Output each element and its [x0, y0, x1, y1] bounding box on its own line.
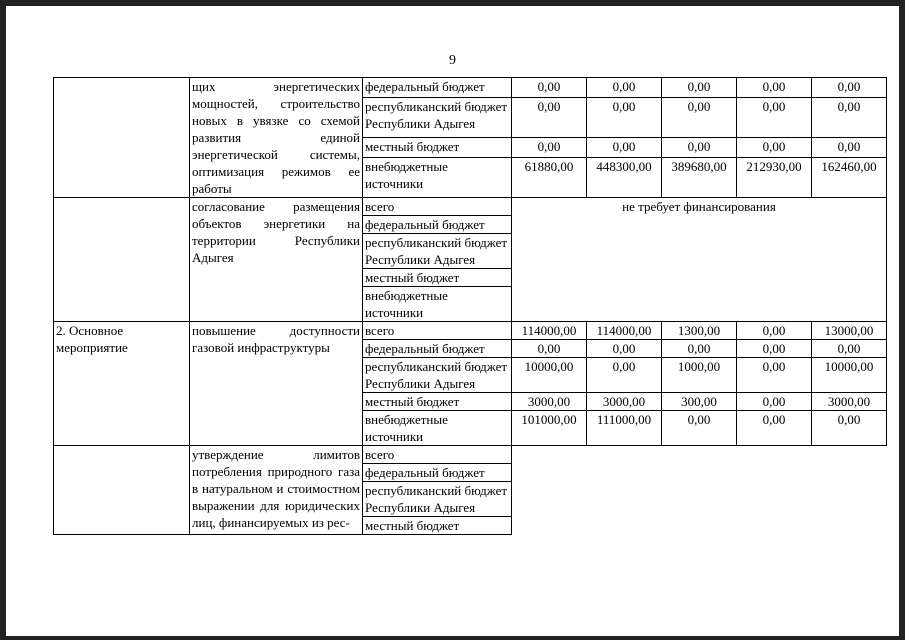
value-cell: 0,00: [662, 340, 737, 358]
value-cell: 0,00: [512, 98, 587, 138]
value-cell: 0,00: [737, 411, 812, 446]
value-cell: 0,00: [662, 137, 737, 157]
funding-source: внебюджетные источники: [363, 287, 512, 322]
activity-cell: [54, 198, 190, 322]
value-cell: 111000,00: [587, 411, 662, 446]
value-cell: 13000,00: [812, 322, 887, 340]
value-cell: 0,00: [812, 78, 887, 98]
value-cell: 0,00: [662, 411, 737, 446]
funding-source: федеральный бюджет: [363, 340, 512, 358]
value-cell: 0,00: [587, 340, 662, 358]
no-funding-note: не требует финансирования: [512, 198, 887, 322]
funding-source: всего: [363, 446, 512, 464]
value-cell: 0,00: [662, 98, 737, 138]
funding-source: республиканский бюджет Республики Адыгея: [363, 358, 512, 393]
value-cell: 448300,00: [587, 158, 662, 198]
funding-source: местный бюджет: [363, 137, 512, 157]
funding-source: всего: [363, 198, 512, 216]
funding-source: республиканский бюджет Республики Адыгея: [363, 482, 512, 517]
funding-source: всего: [363, 322, 512, 340]
funding-source: республиканский бюджет Республики Адыгея: [363, 234, 512, 269]
value-cell: 0,00: [512, 340, 587, 358]
value-cell: 0,00: [812, 340, 887, 358]
value-cell: 212930,00: [737, 158, 812, 198]
value-cell: 0,00: [587, 137, 662, 157]
page-number: 9: [449, 53, 456, 68]
activity-description: согласование размещения объектов энергетики на территории Республики Адыгея: [190, 198, 363, 322]
empty-values-area: [512, 446, 887, 535]
activity-description: утверждение лимитов потребления природного газа в натуральном и стоимостном выражении для юридических лиц, финансируемых из рес-: [190, 446, 363, 535]
funding-source: федеральный бюджет: [363, 78, 512, 98]
value-cell: 300,00: [662, 393, 737, 411]
value-cell: 162460,00: [812, 158, 887, 198]
funding-source: федеральный бюджет: [363, 464, 512, 482]
value-cell: 10000,00: [512, 358, 587, 393]
funding-source: республиканский бюджет Республики Адыгея: [363, 98, 512, 138]
funding-source: внебюджетные источники: [363, 158, 512, 198]
value-cell: 389680,00: [662, 158, 737, 198]
value-cell: 61880,00: [512, 158, 587, 198]
value-cell: 0,00: [737, 137, 812, 157]
value-cell: 114000,00: [587, 322, 662, 340]
value-cell: 0,00: [587, 98, 662, 138]
value-cell: 1300,00: [662, 322, 737, 340]
value-cell: 1000,00: [662, 358, 737, 393]
table-row: [54, 322, 887, 340]
funding-source: местный бюджет: [363, 269, 512, 287]
document-page: [6, 6, 899, 636]
activity-description: повышение доступности газовой инфраструктуры: [190, 322, 363, 446]
value-cell: 0,00: [737, 340, 812, 358]
value-cell: 0,00: [737, 322, 812, 340]
value-cell: 10000,00: [812, 358, 887, 393]
funding-source: федеральный бюджет: [363, 216, 512, 234]
table-row: [54, 446, 887, 464]
value-cell: 0,00: [812, 98, 887, 138]
value-cell: 0,00: [587, 78, 662, 98]
value-cell: 0,00: [737, 358, 812, 393]
activity-description: щих энергетических мощностей, строительство новых в увязке со схемой развития единой энергетической системы, оптимизация режимов ее работы: [190, 78, 363, 198]
activity-cell: [54, 446, 190, 535]
table-row: [54, 198, 887, 216]
value-cell: 0,00: [812, 411, 887, 446]
funding-source: внебюджетные источники: [363, 411, 512, 446]
value-cell: 3000,00: [512, 393, 587, 411]
table-row: [54, 78, 887, 98]
value-cell: 101000,00: [512, 411, 587, 446]
value-cell: 0,00: [812, 137, 887, 157]
value-cell: 0,00: [587, 358, 662, 393]
value-cell: 0,00: [662, 78, 737, 98]
value-cell: 0,00: [512, 78, 587, 98]
value-cell: 0,00: [737, 98, 812, 138]
value-cell: 114000,00: [512, 322, 587, 340]
value-cell: 0,00: [737, 393, 812, 411]
funding-source: местный бюджет: [363, 517, 512, 535]
value-cell: 0,00: [512, 137, 587, 157]
activity-cell: [54, 78, 190, 198]
value-cell: 3000,00: [812, 393, 887, 411]
main-activity-title: 2. Основное мероприятие: [54, 322, 190, 446]
value-cell: 3000,00: [587, 393, 662, 411]
funding-source: местный бюджет: [363, 393, 512, 411]
value-cell: 0,00: [737, 78, 812, 98]
budget-table: [53, 77, 887, 535]
